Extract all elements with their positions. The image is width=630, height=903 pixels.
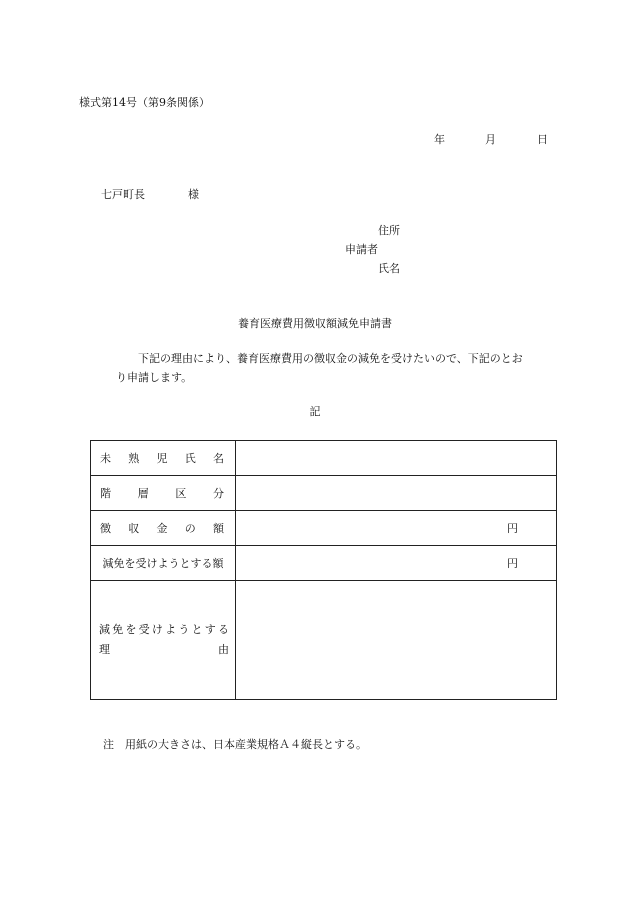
date-year-label: 年 bbox=[434, 133, 445, 146]
body-paragraph: 下記の理由により、養育医療費用の徴収金の減免を受けたいので、下記のとおり申請します。 bbox=[116, 352, 523, 384]
label-char: 熟 bbox=[128, 452, 140, 465]
label-char: る bbox=[217, 623, 229, 636]
label-char: け bbox=[151, 623, 163, 636]
table-row-collection-amount bbox=[91, 511, 557, 546]
label-char: 由 bbox=[218, 643, 229, 656]
table-row-reduction-amount bbox=[91, 546, 557, 581]
ki-heading: 記 bbox=[309, 405, 321, 418]
addressee-name: 七戸町長 bbox=[101, 188, 145, 201]
label-char: 収 bbox=[128, 522, 140, 535]
label-child-name bbox=[91, 441, 236, 476]
label-char: 受 bbox=[138, 623, 150, 636]
label-char: 層 bbox=[137, 487, 149, 500]
footnote: 注 用紙の大きさは、日本産業規格Ａ４縦長とする。 bbox=[103, 738, 367, 751]
value-tier[interactable] bbox=[236, 476, 557, 511]
form-number: 様式第14号（第9条関係） bbox=[79, 96, 210, 109]
table-row-tier bbox=[91, 476, 557, 511]
value-child-name[interactable] bbox=[236, 441, 557, 476]
label-char: 未 bbox=[100, 452, 111, 465]
label-reduction-amount bbox=[91, 546, 236, 581]
date-line bbox=[0, 134, 630, 148]
label-char: 理 bbox=[99, 643, 110, 656]
table-row-reason bbox=[91, 581, 557, 700]
label-char: 氏 bbox=[184, 452, 196, 465]
label-char: 免 bbox=[112, 623, 124, 636]
label-char: 額 bbox=[213, 522, 224, 535]
applicant-role-label: 申請者 bbox=[345, 243, 378, 256]
date-month-label: 月 bbox=[485, 133, 496, 146]
label-char: 金 bbox=[156, 522, 168, 535]
label-text: 減免を受けようとする額 bbox=[102, 557, 224, 570]
label-char: 児 bbox=[156, 452, 168, 465]
label-reason bbox=[91, 581, 236, 700]
label-collection-amount bbox=[91, 511, 236, 546]
label-char: よ bbox=[165, 623, 177, 636]
label-char: と bbox=[191, 623, 203, 636]
applicant-name-label: 氏名 bbox=[378, 262, 400, 275]
yen-unit: 円 bbox=[507, 557, 518, 570]
label-char: 分 bbox=[212, 487, 224, 500]
table-row-child-name bbox=[91, 441, 557, 476]
application-table bbox=[90, 440, 557, 700]
label-char: を bbox=[125, 623, 137, 636]
value-reduction-amount[interactable] bbox=[236, 546, 557, 581]
label-tier bbox=[91, 476, 236, 511]
label-char: 名 bbox=[213, 452, 224, 465]
label-char: 減 bbox=[99, 623, 110, 636]
applicant-address-label: 住所 bbox=[378, 224, 400, 237]
date-day-label: 日 bbox=[537, 133, 548, 146]
addressee-honorific: 様 bbox=[188, 188, 199, 201]
label-char: す bbox=[204, 623, 216, 636]
label-char: の bbox=[184, 522, 196, 535]
yen-unit: 円 bbox=[507, 522, 518, 535]
value-collection-amount[interactable] bbox=[236, 511, 557, 546]
label-char: 徴 bbox=[100, 522, 111, 535]
value-reason[interactable] bbox=[236, 581, 557, 700]
document-title: 養育医療費用徴収額減免申請書 bbox=[238, 317, 392, 330]
label-char: う bbox=[178, 623, 190, 636]
label-char: 区 bbox=[175, 487, 187, 500]
label-char: 階 bbox=[100, 487, 111, 500]
